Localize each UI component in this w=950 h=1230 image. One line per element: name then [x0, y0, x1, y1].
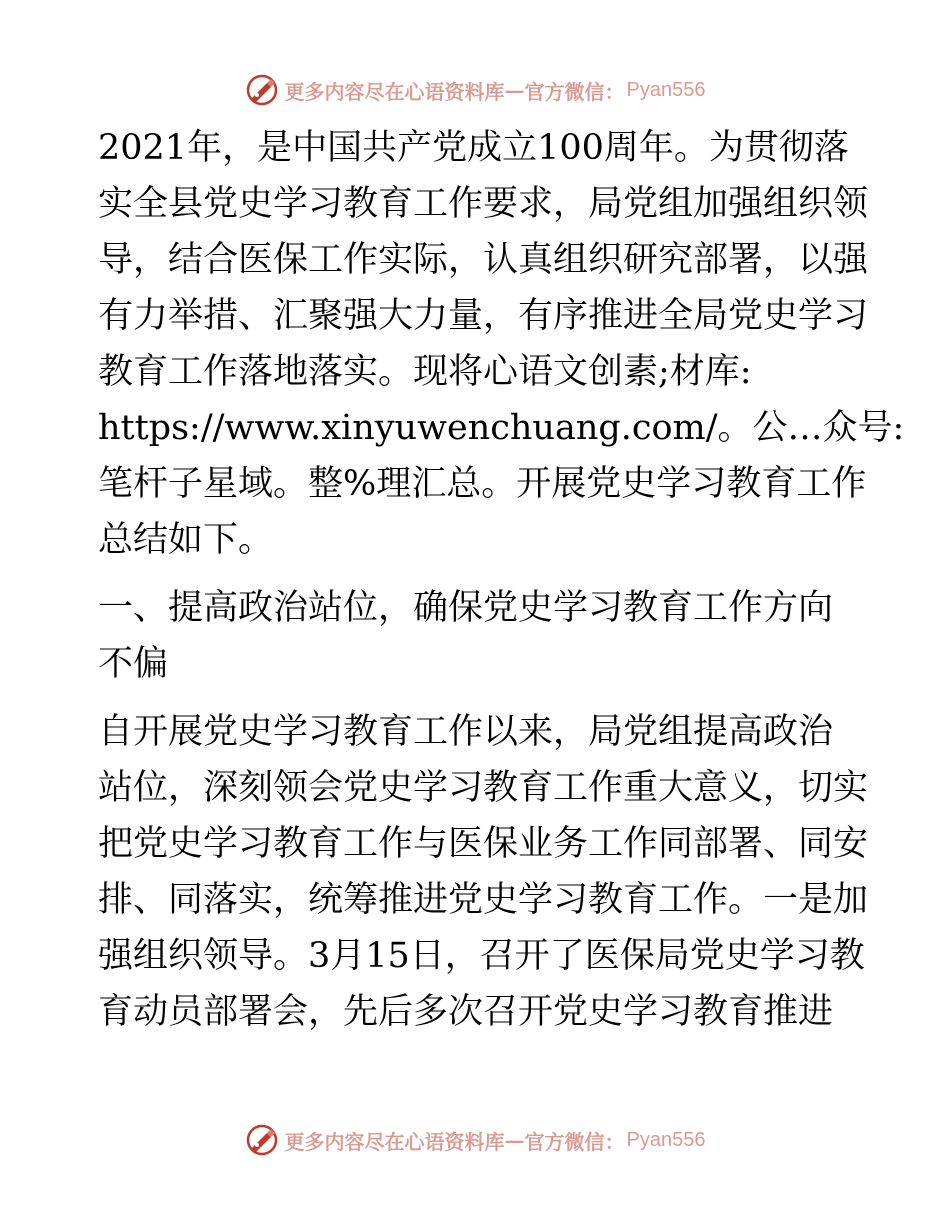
- heading-line: 不偏: [98, 644, 169, 684]
- watermark-site-text: 更多内容尽在心语资料库: [284, 1129, 505, 1154]
- paragraph-section-1: [98, 704, 868, 1040]
- paragraph-intro: [98, 120, 905, 568]
- text-line: 把党史学习教育工作与医保业务工作同部署、同安: [98, 824, 869, 864]
- watermark-wechat-id: Pyan556: [626, 78, 706, 101]
- text-line: 排、同落实，统筹推进党史学习教育工作。一是加: [98, 880, 869, 920]
- watermark-dash: —: [504, 78, 525, 102]
- pen-seal-icon: [245, 73, 279, 107]
- section-heading-1: [98, 580, 868, 692]
- text-line: https://www.xinyuwenchuang.com/。公…众号:: [98, 408, 905, 448]
- text-line: 自开展党史学习教育工作以来，局党组提高政治: [98, 712, 834, 752]
- pen-seal-icon: [245, 1123, 279, 1157]
- paragraph-gap: [98, 568, 868, 580]
- watermark-footer: [0, 1120, 950, 1160]
- watermark-dash: —: [504, 1128, 525, 1152]
- watermark-wechat-id: Pyan556: [626, 1128, 706, 1151]
- text-line: 2021年，是中国共产党成立100周年。为贯彻落: [98, 128, 849, 168]
- text-line: 育动员部署会，先后多次召开党史学习教育推进: [98, 992, 834, 1032]
- text-line: 教育工作落地落实。现将心语文创素;材库:: [98, 352, 752, 392]
- paragraph-gap: [98, 692, 868, 704]
- text-line: 总结如下。: [98, 520, 274, 560]
- watermark-site-text: 更多内容尽在心语资料库: [284, 79, 505, 104]
- watermark-header: [0, 70, 950, 110]
- text-line: 有力举措、汇聚强大力量，有序推进全局党史学习: [98, 296, 869, 336]
- text-line: 导，结合医保工作实际，认真组织研究部署，以强: [98, 240, 869, 280]
- watermark-wechat-label: 官方微信：: [524, 1129, 625, 1154]
- text-line: 笔杆子星域。整%理汇总。开展党史学习教育工作: [98, 464, 867, 504]
- text-line: 强组织领导。3月15日，召开了医保局党史学习教: [98, 936, 865, 976]
- document-body: [98, 120, 905, 1040]
- watermark-wechat-label: 官方微信：: [524, 79, 625, 104]
- text-line: 站位，深刻领会党史学习教育工作重大意义，切实: [98, 768, 869, 808]
- heading-line: 一、提高政治站位，确保党史学习教育工作方向: [98, 588, 834, 628]
- text-line: 实全县党史学习教育工作要求，局党组加强组织领: [98, 184, 869, 224]
